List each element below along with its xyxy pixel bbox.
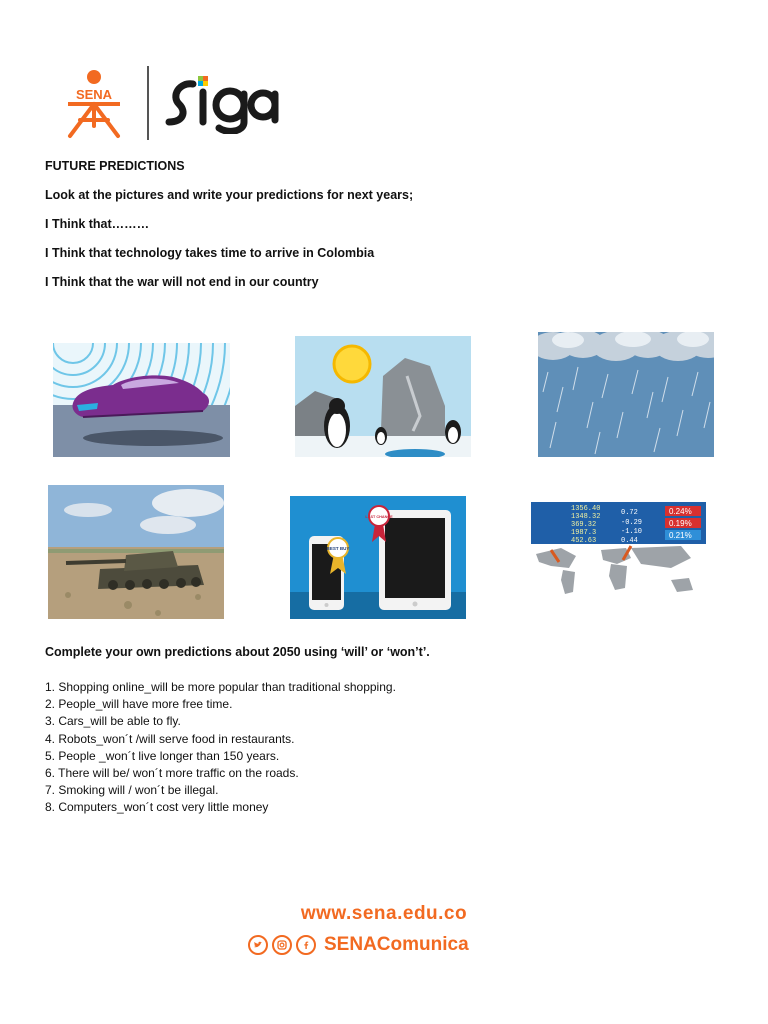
list-item: 4. Robots_won´t /will serve food in restaurants. [45, 731, 295, 746]
svg-text:369.32: 369.32 [571, 521, 597, 529]
list-item: 6. There will be/ won´t more traffic on the roads. [45, 766, 299, 781]
list-item: 1. Shopping online_will be more popular than traditional shopping. [45, 680, 396, 694]
facebook-icon[interactable] [296, 935, 316, 955]
list-item: 2. People_will have more free time. [45, 697, 233, 712]
prediction-line-2: I Think that technology takes time to arrive in Colombia [45, 246, 375, 260]
instagram-icon[interactable] [272, 935, 292, 955]
svg-text:0.21%: 0.21% [669, 531, 692, 540]
phone-tablet-image [290, 496, 466, 619]
svg-text:BEST BUY: BEST BUY [326, 546, 350, 551]
siga-logo [165, 72, 280, 134]
svg-text:LAST CHANCE: LAST CHANCE [365, 515, 393, 519]
svg-text:1348.32: 1348.32 [571, 513, 601, 521]
list-item: 8. Computers_won´t cost very little money [45, 800, 269, 815]
army-tank-image [48, 485, 224, 619]
rain-clouds-image [538, 332, 714, 457]
social-handle[interactable]: SENAComunica [324, 934, 469, 955]
svg-text:1356.40: 1356.40 [571, 505, 601, 513]
twitter-icon[interactable] [248, 935, 268, 955]
svg-text:452.63: 452.63 [571, 537, 597, 545]
list-item: 5. People _won´t live longer than 150 years. [45, 748, 280, 763]
sena-logo-text: SENA [75, 87, 113, 102]
social-links [248, 932, 469, 958]
instruction-text: Look at the pictures and write your predictions for next years; [45, 188, 414, 202]
svg-text:-0.29: -0.29 [621, 519, 643, 527]
penguins-image [295, 336, 471, 457]
completion-heading: Complete your own predictions about 2050 using ‘will’ or ‘won’t’. [45, 645, 430, 659]
worksheet-title: FUTURE PREDICTIONS [45, 159, 185, 173]
svg-text:0.44: 0.44 [621, 537, 638, 545]
predictions-list [45, 679, 396, 817]
logo-divider [147, 66, 149, 140]
website-link[interactable]: www.sena.edu.co [300, 903, 468, 924]
flying-car-image [53, 343, 230, 457]
prediction-line-1: I Think that……… [45, 217, 150, 231]
sena-logo [58, 68, 130, 140]
svg-text:1987.3: 1987.3 [571, 529, 597, 537]
prediction-line-3: I Think that the war will not end in our country [45, 275, 319, 289]
svg-text:-1.10: -1.10 [621, 528, 643, 536]
list-item: 3. Cars_will be able to fly. [45, 714, 181, 729]
svg-text:0.72: 0.72 [621, 509, 638, 517]
svg-text:0.24%: 0.24% [669, 507, 692, 516]
svg-text:0.19%: 0.19% [669, 519, 692, 528]
stock-market-image [531, 502, 706, 602]
list-item: 7. Smoking will / won´t be illegal. [45, 783, 219, 798]
